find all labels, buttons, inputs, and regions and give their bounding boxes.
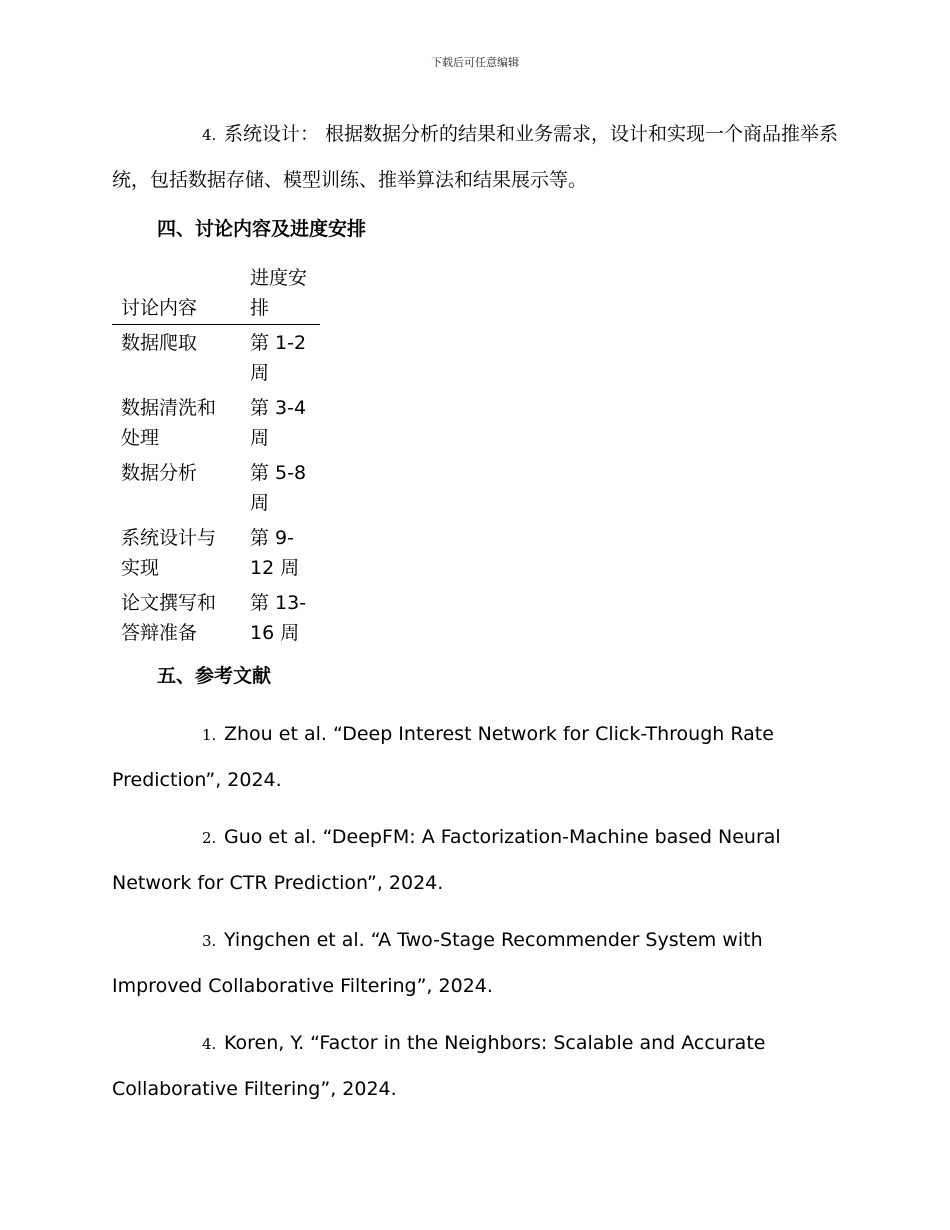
reference-number: 3. — [202, 932, 217, 950]
table-cell: 第 9-12 周 — [250, 527, 300, 579]
list-item-system-design — [112, 112, 840, 203]
table-cell: 第 13-16 周 — [250, 592, 307, 644]
table-header-row — [112, 263, 320, 325]
reference-text: Yingchen et al. “A Two-Stage Recommender System with Improved Collaborative Filtering”, 2024. — [112, 929, 763, 997]
table-cell: 系统设计与实现 — [121, 527, 217, 579]
reference-item — [112, 1021, 840, 1112]
reference-text: Koren, Y. “Factor in the Neighbors: Scalable and Accurate Collaborative Filtering”, 2024. — [112, 1032, 766, 1100]
list-item-text: 系统设计： 根据数据分析的结果和业务需求，设计和实现一个商品推举系统，包括数据存储、模型训练、推举算法和结果展示等。 — [112, 123, 839, 191]
reference-text: Guo et al. “DeepFM: A Factorization-Machine based Neural Network for CTR Prediction”, 2024. — [112, 826, 781, 894]
table-row — [112, 520, 320, 585]
table-cell: 论文撰写和答辩准备 — [121, 592, 217, 644]
column-header: 讨论内容 — [112, 263, 241, 325]
table-cell: 数据爬取 — [121, 332, 198, 354]
reference-number: 2. — [202, 829, 217, 847]
document-body — [112, 112, 840, 1124]
table-row — [112, 390, 320, 455]
section-heading-schedule: 四、讨论内容及进度安排 — [157, 218, 367, 240]
reference-list — [112, 712, 840, 1112]
reference-number: 4. — [202, 1035, 217, 1053]
reference-item — [112, 918, 840, 1009]
list-number: 4. — [202, 126, 217, 144]
page-header: 下载后可任意编辑 — [431, 56, 519, 69]
column-header: 进度安排 — [241, 263, 320, 325]
table-row — [112, 455, 320, 520]
table-row — [112, 325, 320, 391]
reference-item — [112, 815, 840, 906]
table-cell: 第 3-4 周 — [250, 397, 307, 449]
reference-text: Zhou et al. “Deep Interest Network for Click-Through Rate Prediction”, 2024. — [112, 723, 774, 791]
table-cell: 第 1-2 周 — [250, 332, 307, 384]
schedule-table — [112, 263, 320, 650]
table-cell: 第 5-8 周 — [250, 462, 307, 514]
reference-number: 1. — [202, 726, 217, 744]
table-cell: 数据清洗和处理 — [121, 397, 217, 449]
section-heading-references: 五、参考文献 — [157, 665, 272, 687]
table-row — [112, 585, 320, 650]
reference-item — [112, 712, 840, 803]
table-cell: 数据分析 — [121, 462, 198, 484]
